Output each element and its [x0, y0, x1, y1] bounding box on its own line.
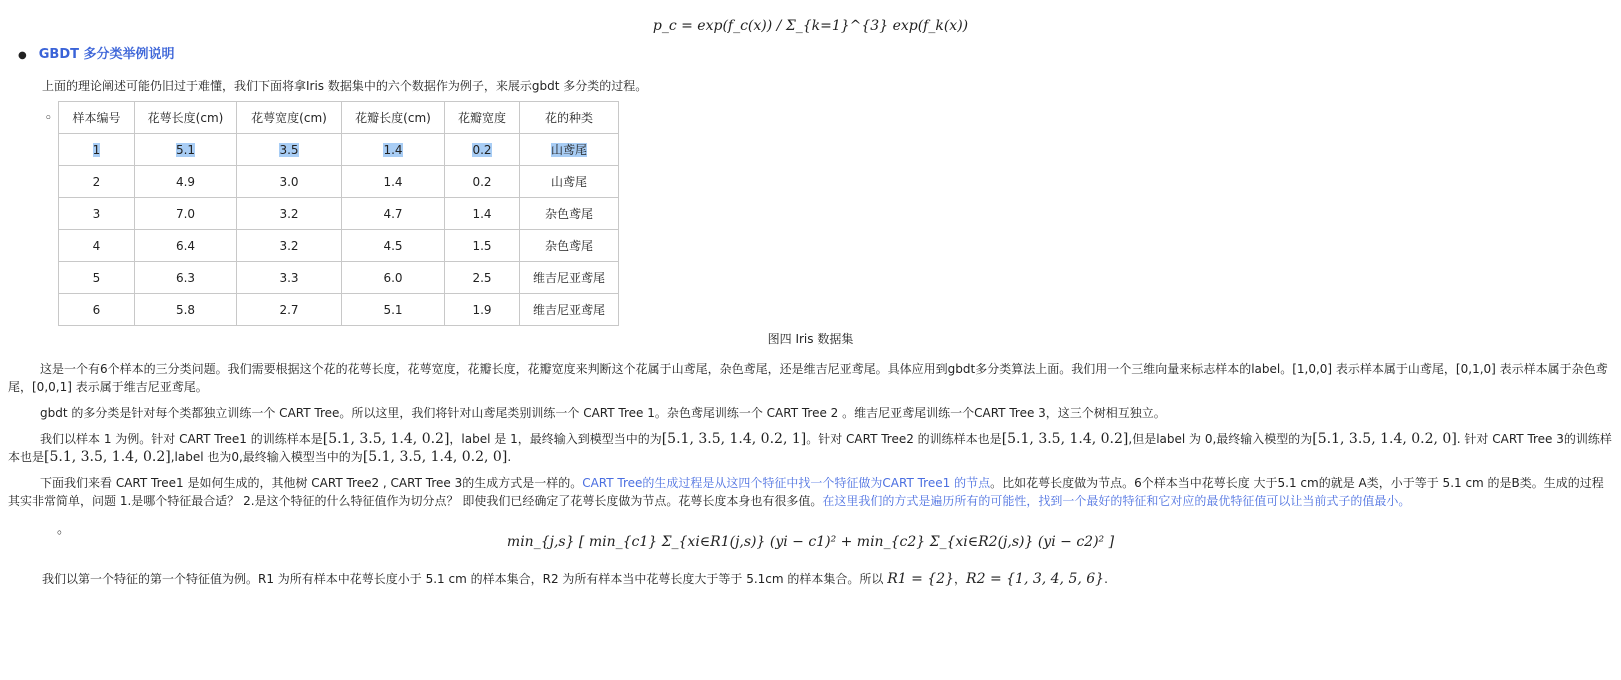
cell-text: 6.0 [383, 270, 403, 285]
text: 。比如花萼长度做为节点。6个样本当中花萼长度 大于5.1 cm的就是 A类，小于等于 5.1 cm 的是B类。生成的过程其实非常简单，问题 1.是哪个特征最合适？ 2.是这个特征的什么特征值作为切分点？ 即使我们已经确定了花萼长度做为节点。花萼长度本身也有很多值。 [8, 476, 1604, 508]
iris-table [58, 101, 619, 326]
highlighted-text: 在这里我们的方式是遍历所有的可能性，找到一个最好的特征和它对应的最优特征值可以让当前式子的值最小。 [822, 494, 1411, 508]
column-header: 花萼宽度(cm) [237, 102, 342, 134]
section-heading [18, 46, 1613, 65]
table-header-row [59, 102, 619, 134]
text: 我们以第一个特征的第一个特征值为例。R1 为所有样本中花萼长度小于 5.1 cm 的样本集合，R2 为所有样本当中花萼长度大于等于 5.1cm 的样本集合。所以 [42, 572, 888, 586]
cell-text: 4 [92, 238, 101, 253]
column-header: 花瓣长度(cm) [342, 102, 445, 134]
table-cell [520, 166, 619, 198]
cell-text: 1.5 [472, 238, 492, 253]
intro-paragraph: 上面的理论阐述可能仍旧过于难懂，我们下面将拿Iris 数据集中的六个数据作为例子，来展示gbdt 多分类的过程。 [42, 79, 648, 93]
cell-text: 山鸢尾 [550, 175, 587, 189]
split-objective-formula: min_{j,s} [ min_{c1} Σ_{xi∈R1(j,s)} (yi − c1)² + min_{c2} Σ_{xi∈R2(j,s)} (yi − c2)² ] [506, 534, 1115, 550]
cell-text: 1 [92, 142, 101, 157]
text: ， [954, 572, 967, 586]
paragraph-r1-r2 [42, 570, 1613, 588]
table-cell [237, 166, 342, 198]
column-header: 花萼长度(cm) [135, 102, 237, 134]
table-cell [135, 262, 237, 294]
column-header: 花的种类 [520, 102, 619, 134]
cell-text: 1.4 [383, 142, 403, 157]
cell-text: 维吉尼亚鸢尾 [532, 303, 605, 317]
table-cell [237, 230, 342, 262]
math-vector: [5.1, 3.5, 1.4, 0.2] [1001, 431, 1129, 447]
table-cell [135, 134, 237, 166]
cell-text: 3.2 [279, 238, 299, 253]
table-container [8, 101, 1613, 326]
cell-text: 4.9 [175, 174, 196, 189]
table-cell [445, 230, 520, 262]
table-cell [237, 198, 342, 230]
table-cell [445, 294, 520, 326]
math-set: R2 = {1, 3, 4, 5, 6} [966, 571, 1105, 587]
table-cell [520, 198, 619, 230]
table-row [59, 134, 619, 166]
cell-text: 5 [92, 270, 101, 285]
text: 。针对 CART Tree2 的训练样本也是 [806, 432, 1002, 446]
table-cell [135, 230, 237, 262]
cell-text: 1.4 [383, 174, 403, 189]
table-cell [342, 294, 445, 326]
cell-text: 3.5 [279, 142, 299, 157]
table-row [59, 294, 619, 326]
table-cell [342, 134, 445, 166]
math-vector: [5.1, 3.5, 1.4, 0.2] [322, 431, 450, 447]
text: . [507, 450, 512, 464]
circle-bullet: 。 [56, 522, 70, 537]
column-header: 花瓣宽度 [445, 102, 520, 134]
table-cell [445, 198, 520, 230]
cell-text: 杂色鸢尾 [544, 239, 593, 253]
table-cell [237, 262, 342, 294]
cell-text: 5.1 [175, 142, 196, 157]
table-cell [520, 230, 619, 262]
cell-text: 5.8 [175, 302, 196, 317]
table-cell [59, 166, 135, 198]
text: ,label 也为0,最终输入模型当中的为 [170, 450, 363, 464]
table-row [59, 230, 619, 262]
paragraph-trees: gbdt 的多分类是针对每个类都独立训练一个 CART Tree。所以这里，我们将针对山鸢尾类别训练一个 CART Tree 1。杂色鸢尾训练一个 CART Tree 2 。维吉尼亚鸢尾训练一个CART Tree 3，这三个树相互独立。 [40, 406, 1166, 420]
cell-text: 山鸢尾 [550, 143, 587, 157]
table-cell [342, 262, 445, 294]
math-vector: [5.1, 3.5, 1.4, 0.2, 0] [1312, 431, 1457, 447]
text: 下面我们来看 CART Tree1 是如何生成的，其他树 CART Tree2 , CART Tree 3的生成方式是一样的。 [40, 476, 583, 490]
column-header: 样本编号 [59, 102, 135, 134]
cell-text: 6.4 [175, 238, 196, 253]
formula-row [8, 518, 1613, 552]
highlighted-text: CART Tree的生成过程是从这四个特征中找一个特征做为CART Tree1 的节点 [582, 476, 991, 490]
table-cell [445, 262, 520, 294]
cell-text: 3.2 [279, 206, 299, 221]
circle-bullet-icon: ◦ [44, 111, 52, 126]
table-cell [59, 134, 135, 166]
cell-text: 0.2 [472, 142, 492, 157]
cell-text: 0.2 [472, 174, 492, 189]
cell-text: 7.0 [175, 206, 196, 221]
table-cell [520, 294, 619, 326]
table-cell [237, 294, 342, 326]
cell-text: 3 [92, 206, 101, 221]
text: . 针对 CART Tree 3的训练样本也是 [8, 432, 1612, 464]
cell-text: 2 [92, 174, 101, 189]
cell-text: 3.3 [279, 270, 299, 285]
table-caption: 图四 Iris 数据集 [767, 332, 854, 346]
text: . [1104, 572, 1108, 586]
cell-text: 6 [92, 302, 101, 317]
table-cell [445, 166, 520, 198]
text: 我们以样本 1 为例。针对 CART Tree1 的训练样本是 [40, 432, 323, 446]
table-row [59, 198, 619, 230]
table-cell [135, 294, 237, 326]
table-cell [59, 230, 135, 262]
table-cell [520, 262, 619, 294]
softmax-formula: p_c = exp(f_c(x)) / Σ_{k=1}^{3} exp(f_k(x)) [652, 18, 969, 34]
table-row [59, 262, 619, 294]
cell-text: 5.1 [383, 302, 403, 317]
table-cell [445, 134, 520, 166]
table-cell [135, 166, 237, 198]
table-cell [342, 166, 445, 198]
table-row [59, 166, 619, 198]
paragraph-sample-example [8, 430, 1613, 466]
cell-text: 2.5 [472, 270, 492, 285]
math-vector: [5.1, 3.5, 1.4, 0.2, 0] [362, 449, 508, 465]
table-cell [59, 262, 135, 294]
cell-text: 4.5 [383, 238, 403, 253]
table-cell [237, 134, 342, 166]
math-vector: [5.1, 3.5, 1.4, 0.2, 1] [661, 431, 807, 447]
math-vector: [5.1, 3.5, 1.4, 0.2] [44, 449, 171, 465]
cell-text: 杂色鸢尾 [544, 207, 593, 221]
paragraph-tree-generation [8, 474, 1613, 510]
cell-text: 3.0 [279, 174, 299, 189]
table-cell [342, 198, 445, 230]
cell-text: 4.7 [383, 206, 403, 221]
cell-text: 维吉尼亚鸢尾 [532, 271, 605, 285]
table-cell [59, 198, 135, 230]
text: ，label 是 1，最终输入到模型当中的为 [449, 432, 662, 446]
cell-text: 1.4 [472, 206, 492, 221]
bullet-icon: ● [18, 50, 27, 61]
cell-text: 2.7 [279, 302, 299, 317]
table-cell [342, 230, 445, 262]
text: ,但是label 为 0,最终输入模型的为 [1128, 432, 1313, 446]
cell-text: 6.3 [175, 270, 196, 285]
math-set: R1 = {2} [887, 571, 955, 587]
table-cell [135, 198, 237, 230]
paragraph-problem: 这是一个有6个样本的三分类问题。我们需要根据这个花的花萼长度，花萼宽度，花瓣长度，花瓣宽度来判断这个花属于山鸢尾，杂色鸢尾，还是维吉尼亚鸢尾。具体应用到gbdt多分类算法上面。我们用一个三维向量来标志样本的label。[1,0,0] 表示样本属于山鸢尾，[0,1,0] 表示样本属于杂色鸢尾，[0,0,1] 表示属于维吉尼亚鸢尾。 [8, 362, 1608, 394]
table-cell [520, 134, 619, 166]
heading-text: GBDT 多分类举例说明 [38, 47, 175, 62]
cell-text: 1.9 [472, 302, 492, 317]
table-cell [59, 294, 135, 326]
